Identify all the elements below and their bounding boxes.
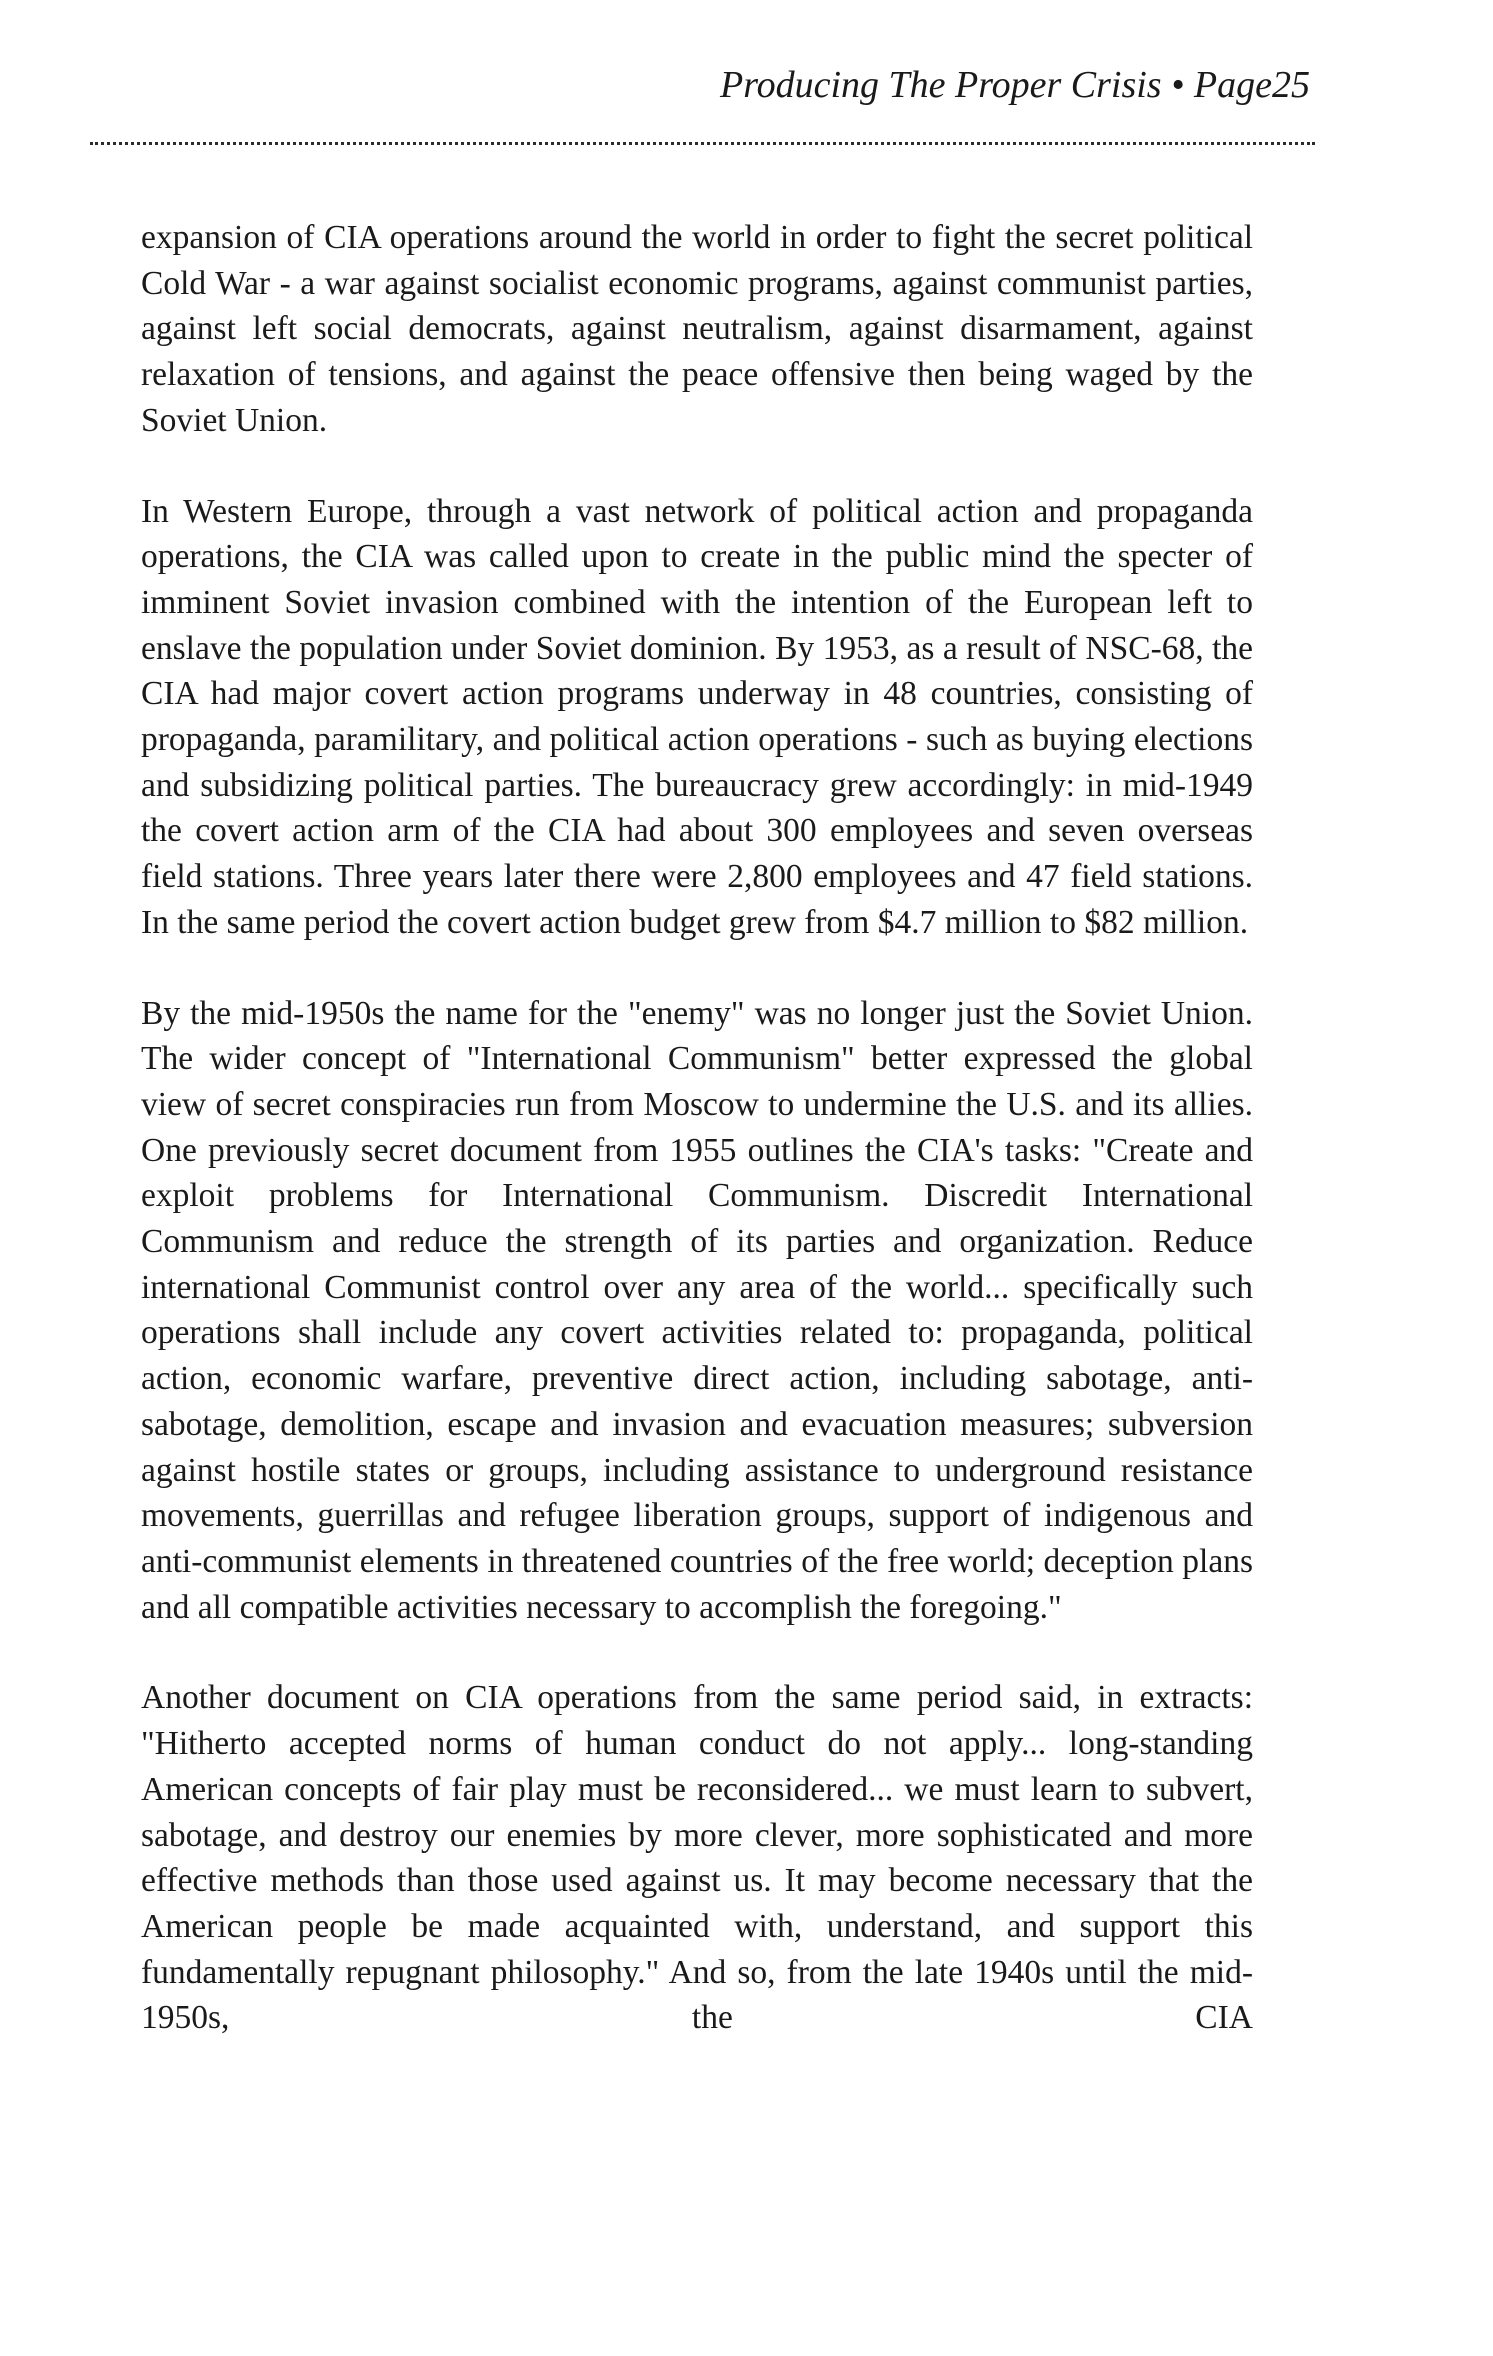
header-page-label: Page <box>1193 64 1272 106</box>
paragraph-international-communism: By the mid-1950s the name for the "enemy" was no longer just the Soviet Union. The wider concept of "International Communism" better expressed the global view of secret conspiracies run from Moscow to undermine the U.S. and its allies. One previously secret document from 1955 outlines the CIA's tasks: "Create and exploit problems for International Communism. Discredit International Communism and reduce the strength of its parties and organization. Reduce international Communist control over any area of the world... specifically such operations shall include any covert activities related to: propaganda, political action, economic warfare, preventive direct action, including sabotage, anti-sabotage, demolition, escape and invasion and evacuation measures; subversion against hostile states or groups, including assistance to underground resistance movements, guerrillas and refugee liberation groups, support of indigenous and anti-communist elements in threatened countries of the free world; deception plans and all compatible activities necessary to accomplish the foregoing." <box>141 994 1253 1626</box>
header-page-number: 25 <box>1272 64 1310 106</box>
paragraph-another-document: Another document on CIA operations from the same period said, in extracts: "Hitherto accepted norms of human conduct do not apply... long-standing American concepts of fair play must be reconsidered... we must learn to subvert, sabotage, and destroy our enemies by more clever, more sophisticated and more effective methods than those used against us. It may become necessary that the American people be made acquainted with, understand, and support this fundamentally repugnant philosophy." And so, from the late 1940s until the mid-1950s, the CIA <box>141 1679 1253 2037</box>
paragraph-cold-war-expansion: expansion of CIA operations around the world in order to fight the secret political Cold War - a war against socialist economic programs, against communist parties, against left social democrats, against neutralism, against disarmament, against relaxation of tensions, and against the peace offensive then being waged by the Soviet Union. <box>141 219 1253 439</box>
header-title: Producing The Proper Crisis <box>720 64 1162 106</box>
body-text <box>141 215 1253 2041</box>
header-dotted-rule <box>90 142 1315 145</box>
header-separator: • <box>1171 64 1185 106</box>
paragraph-western-europe: In Western Europe, through a vast network of political action and propaganda operations, the CIA was called upon to create in the public mind the specter of imminent Soviet invasion combined with the intention of the European left to enslave the population under Soviet dominion. By 1953, as a result of NSC-68, the CIA had major covert action programs underway in 48 countries, consisting of propaganda, paramilitary, and political action operations - such as buying elections and subsidizing political parties. The bureaucracy grew accordingly: in mid-1949 the covert action arm of the CIA had about 300 employees and seven overseas field stations. Three years later there were 2,800 employees and 47 field stations. In the same period the covert action budget grew from $4.7 million to $82 million. <box>141 492 1253 941</box>
running-header <box>560 62 1310 108</box>
